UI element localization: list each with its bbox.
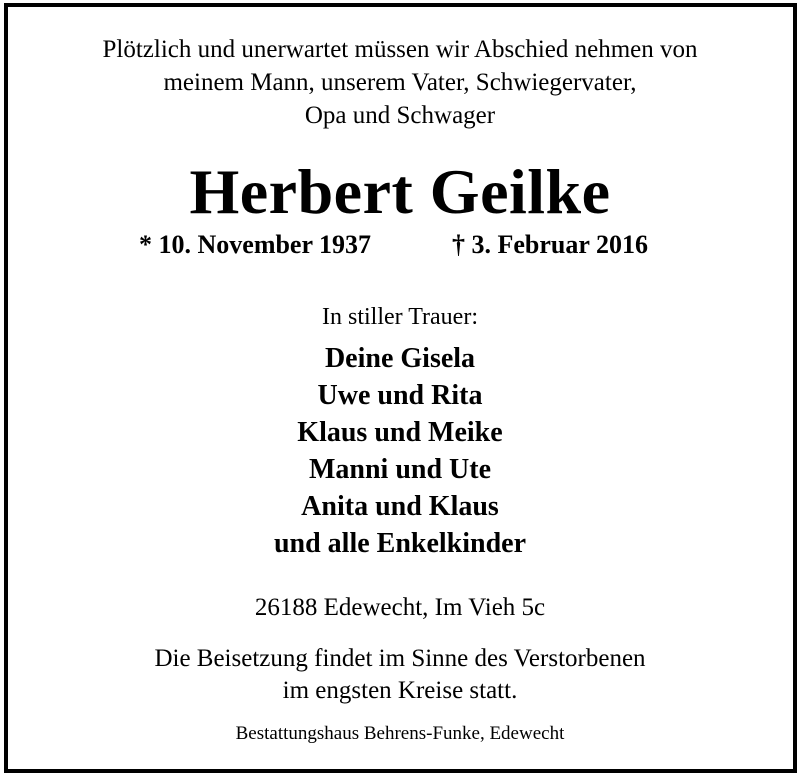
intro-line: Plötzlich und unerwartet müssen wir Abschied nehmen von (102, 36, 698, 63)
burial-notice (0, 643, 800, 707)
mourning-label: In stiller Trauer: (322, 304, 478, 330)
death-date: † 3. Februar 2016 (452, 230, 648, 259)
deceased-name: Herbert Geilke (189, 156, 611, 227)
burial-line: im engsten Kreise statt. (282, 677, 518, 704)
intro-line: meinem Mann, unserem Vater, Schwiegervater, (163, 69, 637, 96)
family-list (0, 340, 800, 562)
burial-line: Die Beisetzung findet im Sinne des Verstorbenen (154, 645, 646, 672)
family-member: Klaus und Meike (297, 417, 503, 448)
intro-text (0, 33, 800, 132)
intro-line: Opa und Schwager (304, 102, 496, 129)
funeral-home: Bestattungshaus Behrens-Funke, Edewecht (235, 723, 565, 744)
family-member: Uwe und Rita (317, 380, 483, 411)
life-dates (0, 228, 800, 262)
birth-date: * 10. November 1937 (139, 230, 372, 259)
family-member: Anita und Klaus (301, 491, 499, 522)
family-member: Manni und Ute (308, 454, 492, 485)
address: 26188 Edewecht, Im Vieh 5c (254, 594, 546, 621)
family-member: und alle Enkelkinder (273, 528, 527, 559)
family-member: Deine Gisela (324, 343, 476, 374)
